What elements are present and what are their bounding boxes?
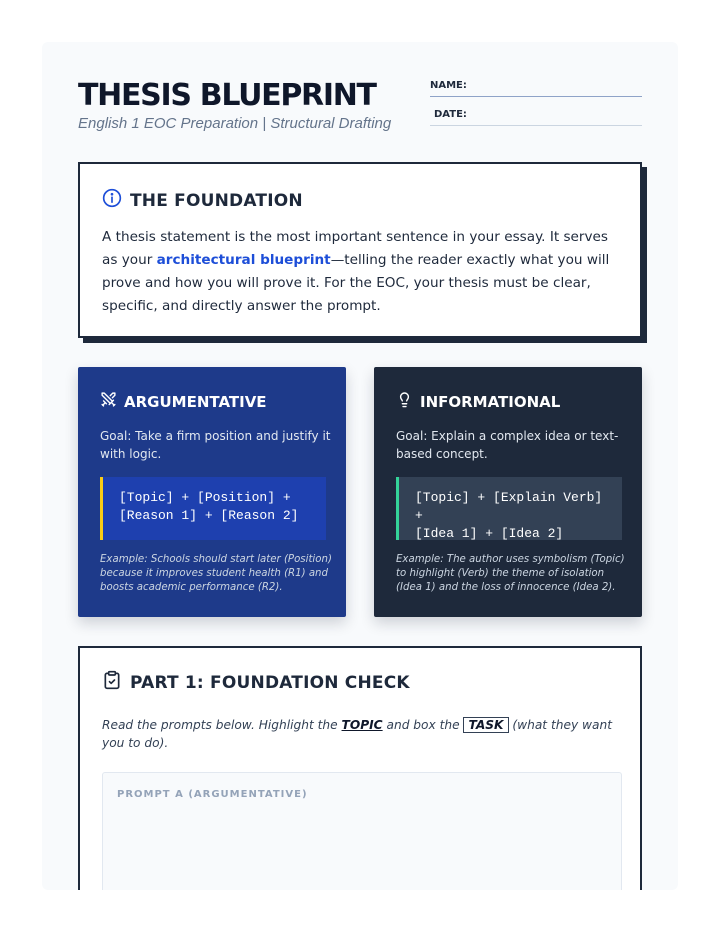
- lightbulb-icon: [396, 391, 413, 412]
- foundation-heading: [102, 188, 303, 213]
- foundation-card: [78, 162, 642, 338]
- argumentative-formula-line: [Topic] + [Position] +: [119, 490, 291, 505]
- instr-text: Read the prompts below. Highlight the: [102, 718, 342, 732]
- part1-instructions: [102, 716, 626, 752]
- instr-topic: TOPIC: [341, 718, 383, 732]
- name-label: NAME:: [430, 80, 467, 91]
- date-field[interactable]: [430, 109, 642, 126]
- swords-icon: [100, 391, 117, 412]
- foundation-highlight: architectural blueprint: [156, 252, 331, 268]
- argumentative-heading: [100, 391, 267, 412]
- informational-heading: [396, 391, 560, 412]
- argumentative-example: Example: Schools should start later (Position) because it improves student health (R1) and boosts academic performance (R2).: [100, 554, 332, 593]
- instr-text: and box the: [382, 718, 464, 732]
- page-subtitle: English 1 EOC Preparation | Structural Drafting: [78, 115, 392, 132]
- argumentative-goal: Goal: Take a firm position and justify it with logic.: [100, 429, 331, 461]
- date-label: DATE:: [434, 109, 467, 120]
- foundation-heading-label: THE FOUNDATION: [130, 190, 303, 211]
- informational-example: Example: The author uses symbolism (Topic) to highlight (Verb) the theme of isolation (Idea 1) and the loss of innocence (Idea 2).: [396, 554, 625, 593]
- name-field[interactable]: [430, 80, 642, 97]
- foundation-text-start: A thesis statement is the most important sentence in your essay. It serves as your: [102, 229, 609, 268]
- info-icon: [102, 188, 122, 213]
- instr-text: (what they want you to do).: [102, 718, 612, 750]
- foundation-text: [102, 226, 622, 318]
- instr-task: TASK: [463, 717, 508, 733]
- foundation-text-end: —telling the reader exactly what you will prove and how you will prove it. For the EOC, your thesis must be clear, specific, and directly answer the prompt.: [102, 252, 610, 314]
- prompt-a-label: PROMPT A (ARGUMENTATIVE): [117, 789, 308, 800]
- argumentative-formula-line: [Reason 1] + [Reason 2]: [119, 508, 299, 523]
- argumentative-formula: [100, 477, 326, 540]
- page-title: THESIS BLUEPRINT: [78, 78, 376, 113]
- clipboard-check-icon: [102, 670, 122, 695]
- part1-heading: [102, 670, 410, 695]
- informational-formula: [396, 477, 622, 540]
- prompt-a-box[interactable]: [102, 772, 622, 890]
- worksheet-page: [42, 42, 678, 890]
- part1-heading-label: PART 1: FOUNDATION CHECK: [130, 672, 410, 693]
- informational-card: [374, 367, 642, 617]
- argumentative-heading-label: ARGUMENTATIVE: [124, 392, 267, 411]
- part1-card: [78, 646, 642, 890]
- informational-goal: Goal: Explain a complex idea or text-based concept.: [396, 429, 619, 461]
- informational-formula-line: [Topic] + [Explain Verb] +: [415, 490, 603, 523]
- informational-formula-line: [Idea 1] + [Idea 2]: [415, 526, 564, 541]
- informational-heading-label: INFORMATIONAL: [420, 392, 561, 411]
- argumentative-card: [78, 367, 346, 617]
